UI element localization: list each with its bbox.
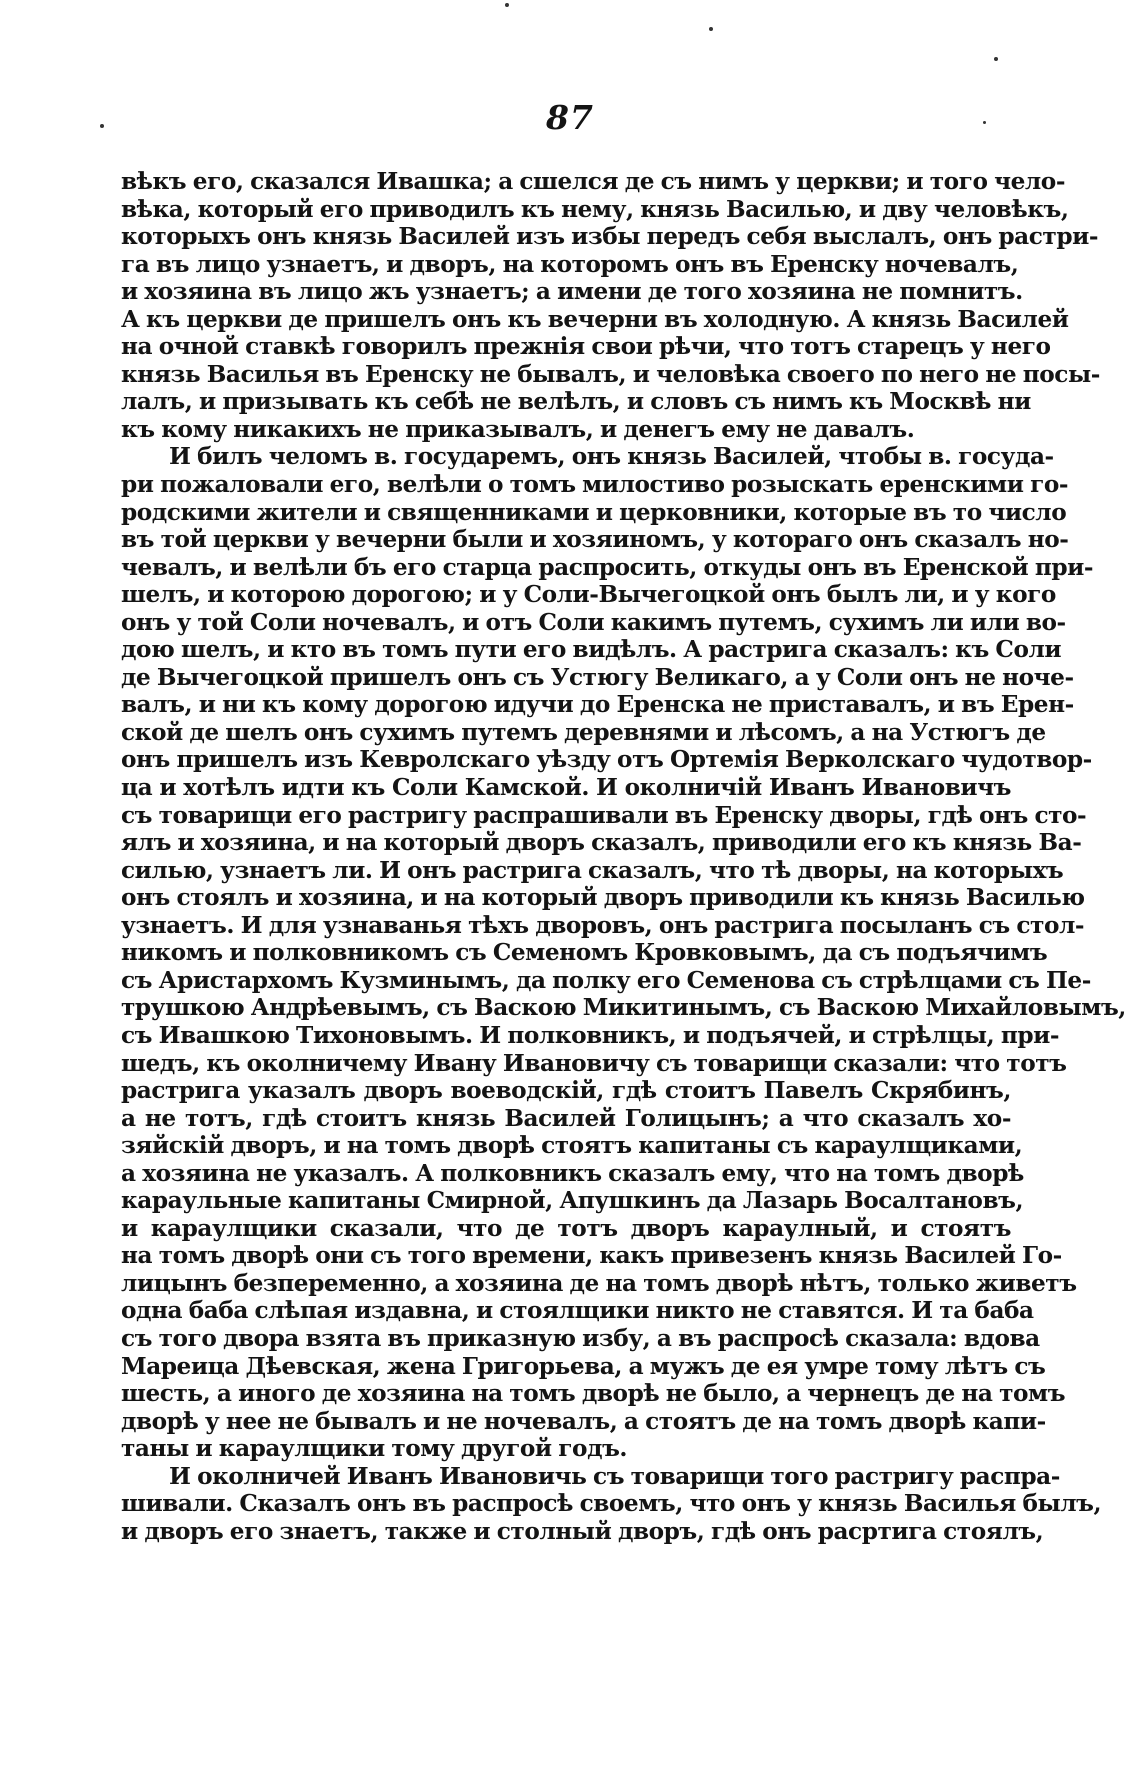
text-line: вѣка, который его приводилъ къ нему, князь Василью, и дву человѣкъ, (121, 195, 1069, 223)
scan-speck (100, 124, 104, 128)
text-line: онъ стоялъ и хозяина, и на который дворъ приводили къ князь Василью (121, 884, 1085, 912)
text-line: ри пожаловали его, велѣли о томъ милостиво розыскать еренскими го- (121, 471, 1069, 499)
text-line: съ Ивашкою Тихоновымъ. И полковникъ, и подъячей, и стрѣлцы, при- (121, 1021, 1060, 1049)
text-line: съ Аристархомъ Кузминымъ, да полку его Семенова съ стрѣлцами съ Пе- (121, 966, 1091, 994)
text-line: одна баба слѣпая издавна, и стоялщики никто не ставятся. И та баба (121, 1297, 1034, 1325)
text-line: съ того двора взята въ приказную избу, а въ распросѣ сказала: вдова (121, 1324, 1040, 1352)
text-line: силью, узнаетъ ли. И онъ растрига сказалъ, что тѣ дворы, на которыхъ (121, 856, 1064, 884)
scan-speck (994, 57, 998, 61)
scan-speck (709, 27, 713, 31)
text-line: ца и хотѣлъ идти къ Соли Камской. И околничій Иванъ Ивановичъ (121, 774, 1011, 802)
body-text (121, 168, 1126, 1545)
text-line: трушкою Андрѣевымъ, съ Васкою Микитинымъ, съ Васкою Михайловымъ, (121, 994, 1126, 1022)
text-line: А къ церкви де пришелъ онъ къ вечерни въ холодную. А князь Василей (121, 305, 1069, 333)
text-line: караульные капитаны Смирной, Апушкинъ да Лазарь Восалтановъ, (121, 1187, 1024, 1215)
text-line: онъ у той Соли ночевалъ, и отъ Соли какимъ путемъ, сухимъ ли или во- (121, 608, 1066, 636)
text-line: Мареица Дѣевская, жена Григорьева, а мужъ де ея умре тому лѣтъ съ (121, 1352, 1046, 1380)
page-number: 87 (546, 98, 594, 137)
scan-speck (983, 121, 986, 124)
text-line: дворѣ у нее не бывалъ и не ночевалъ, а стоятъ де на томъ дворѣ капи- (121, 1407, 1046, 1435)
text-line: онъ пришелъ изъ Кевролскаго уѣзду отъ Ортемія Верколскаго чудотвор- (121, 746, 1092, 774)
text-line: лицынъ безпеременно, а хозяина де на томъ дворѣ нѣтъ, только живетъ (121, 1269, 1077, 1297)
text-line: чевалъ, и велѣли бъ его старца распросить, откуды онъ въ Еренской при- (121, 553, 1094, 581)
text-line: князь Василья въ Еренску не бывалъ, и человѣка своего по него не посы- (121, 360, 1100, 388)
text-line: на очной ставкѣ говорилъ прежнія свои рѣчи, что тотъ старецъ у него (121, 333, 1051, 361)
text-line: валъ, и ни къ кому дорогою идучи до Еренска не приставалъ, и въ Ерен- (121, 691, 1074, 719)
text-line: которыхъ онъ князь Василей изъ избы передъ себя выслалъ, онъ растри- (121, 223, 1099, 251)
scan-speck (505, 3, 509, 7)
text-line: шелъ, и которою дорогою; и у Соли-Вычегоцкой онъ былъ ли, и у кого (121, 581, 1056, 609)
text-line: и дворъ его знаетъ, также и столный дворъ, гдѣ онъ расртига стоялъ, (121, 1517, 1044, 1545)
text-line: и караулщики сказали, что де тотъ дворъ караулный, и стоятъ (121, 1214, 1011, 1242)
text-line: вѣкъ его, сказался Ивашка; а сшелся де съ нимъ у церкви; и того чело- (121, 168, 1065, 195)
text-line: а не тотъ, гдѣ стоитъ князь Василей Голицынъ; а что сказалъ хо- (121, 1104, 1011, 1132)
text-line: къ кому никакихъ не приказывалъ, и денегъ ему не давалъ. (121, 415, 915, 443)
text-line: шивали. Сказалъ онъ въ распросѣ своемъ, что онъ у князь Василья былъ, (121, 1490, 1102, 1518)
text-line: де Вычегоцкой пришелъ онъ съ Устюгу Великаго, а у Соли онъ не ноче- (121, 663, 1074, 691)
text-line: шедъ, къ околничему Ивану Ивановичу съ товарищи сказали: что тотъ (121, 1049, 1067, 1077)
text-line: никомъ и полковникомъ съ Семеномъ Кровковымъ, да съ подъячимъ (121, 939, 1048, 967)
text-line: зяйскій дворъ, и на томъ дворѣ стоятъ капитаны съ караулщиками, (121, 1132, 1023, 1160)
text-line: ской де шелъ онъ сухимъ путемъ деревнями и лѣсомъ, а на Устюгъ де (121, 718, 1046, 746)
text-line: растрига указалъ дворъ воеводскій, гдѣ стоитъ Павелъ Скрябинъ, (121, 1077, 1011, 1105)
text-line: а хозяина не указалъ. А полковникъ сказалъ ему, что на томъ дворѣ (121, 1159, 1024, 1187)
text-line: и хозяина въ лицо жъ узнаетъ; а имени де того хозяина не помнитъ. (121, 278, 1023, 306)
text-line: И билъ челомъ в. государемъ, онъ князь Василей, чтобы в. госуда- (169, 443, 1054, 471)
text-line: узнаетъ. И для узнаванья тѣхъ дворовъ, онъ растрига посыланъ съ стол- (121, 911, 1085, 939)
text-line: въ той церкви у вечерни были и хозяиномъ, у котораго онъ сказалъ но- (121, 526, 1069, 554)
text-line: лалъ, и призывать къ себѣ не велѣлъ, и словъ съ нимъ къ Москвѣ ни (121, 388, 1031, 416)
text-line: дою шелъ, и кто въ томъ пути его видѣлъ. А растрига сказалъ: къ Соли (121, 636, 1062, 664)
text-line: съ товарищи его растригу распрашивали въ Еренску дворы, гдѣ онъ сто- (121, 801, 1087, 829)
text-line: га въ лицо узнаетъ, и дворъ, на которомъ онъ въ Еренску ночевалъ, (121, 250, 1019, 278)
text-line: родскими жители и священниками и церковники, которые въ то число (121, 498, 1067, 526)
text-line: И околничей Иванъ Ивановичь съ товарищи того растригу распра- (169, 1462, 1060, 1490)
text-line: шесть, а иного де хозяина на томъ дворѣ не было, а чернецъ де на томъ (121, 1380, 1066, 1408)
text-line: на томъ дворѣ они съ того времени, какъ привезенъ князь Василей Го- (121, 1242, 1062, 1270)
text-line: ялъ и хозяина, и на который дворъ сказалъ, приводили его къ князь Ва- (121, 829, 1082, 857)
text-line: таны и караулщики тому другой годъ. (121, 1435, 628, 1463)
